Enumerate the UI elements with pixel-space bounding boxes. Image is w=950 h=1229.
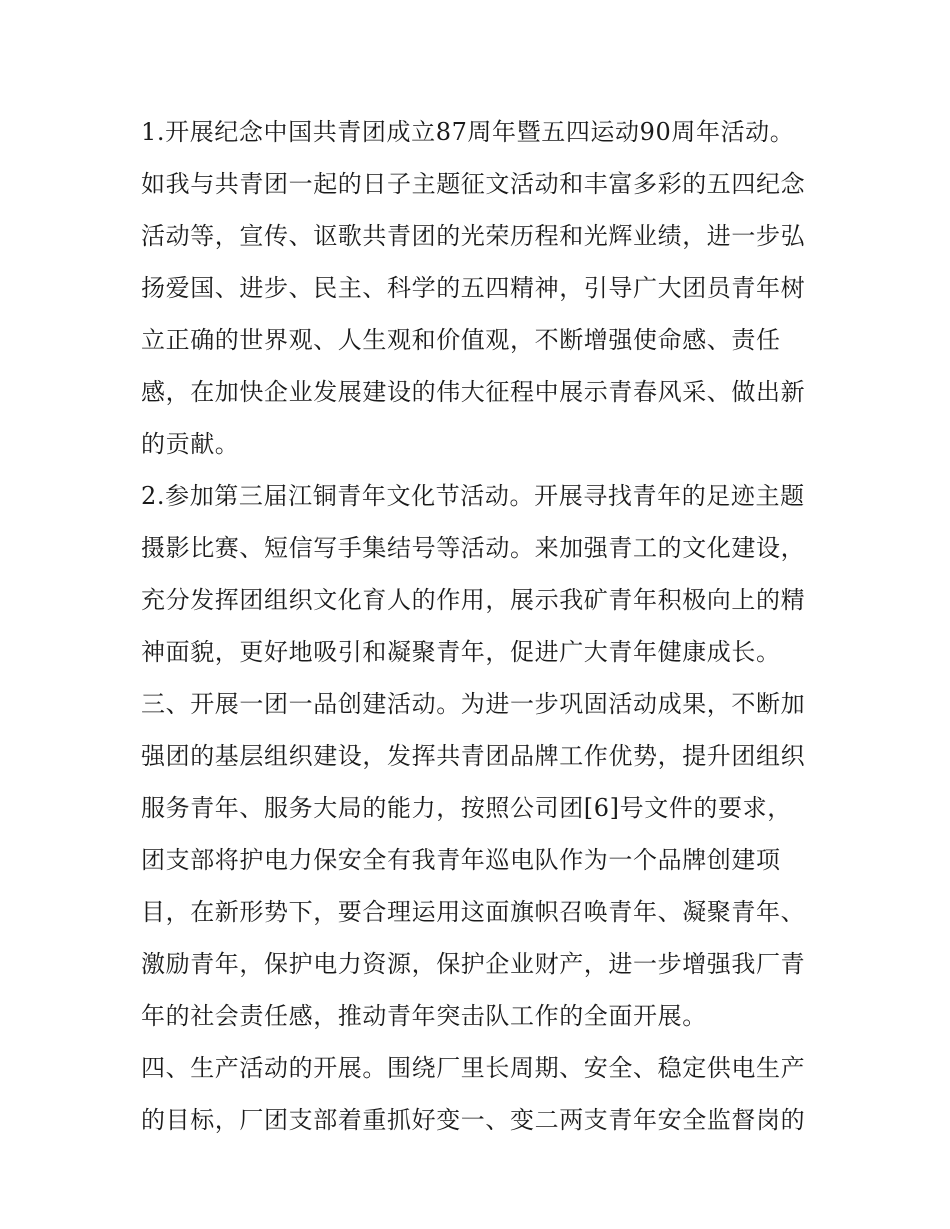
text-line: 立正确的世界观、人生观和价值观，不断增强使命感、责任	[141, 326, 781, 354]
text-line: 1.开展纪念中国共青团成立87周年暨五四运动90周年活动。	[141, 118, 795, 146]
text-line: 三、开展一团一品创建活动。为进一步巩固活动成果，不断加	[141, 690, 806, 718]
text-line: 摄影比赛、短信写手集结号等活动。来加强青工的文化建设，	[141, 534, 806, 562]
text-line: 的贡献。	[141, 430, 240, 458]
text-line: 的目标，厂团支部着重抓好变一、变二两支青年安全监督岗的	[141, 1106, 806, 1134]
text-line: 年的社会责任感，推动青年突击队工作的全面开展。	[141, 1002, 707, 1030]
text-line: 四、生产活动的开展。围绕厂里长周期、安全、稳定供电生产	[141, 1054, 806, 1082]
text-line: 扬爱国、进步、民主、科学的五四精神，引导广大团员青年树	[141, 274, 806, 302]
text-line: 服务青年、服务大局的能力，按照公司团[6]号文件的要求，	[141, 794, 792, 822]
text-line: 强团的基层组织建设，发挥共青团品牌工作优势，提升团组织	[141, 742, 806, 770]
text-line: 充分发挥团组织文化育人的作用，展示我矿青年积极向上的精	[141, 586, 806, 614]
text-line: 神面貌，更好地吸引和凝聚青年，促进广大青年健康成长。	[141, 638, 781, 666]
document-body	[141, 106, 821, 1146]
text-line: 2.参加第三届江铜青年文化节活动。开展寻找青年的足迹主题	[141, 482, 805, 510]
text-line: 活动等，宣传、讴歌共青团的光荣历程和光辉业绩，进一步弘	[141, 222, 806, 250]
text-line: 团支部将护电力保安全有我青年巡电队作为一个品牌创建项	[141, 846, 781, 874]
text-line: 感，在加快企业发展建设的伟大征程中展示青春风采、做出新	[141, 378, 806, 406]
text-line: 如我与共青团一起的日子主题征文活动和丰富多彩的五四纪念	[141, 170, 806, 198]
text-line: 目，在新形势下，要合理运用这面旗帜召唤青年、凝聚青年、	[141, 898, 806, 926]
text-line: 激励青年，保护电力资源，保护企业财产，进一步增强我厂青	[141, 950, 806, 978]
